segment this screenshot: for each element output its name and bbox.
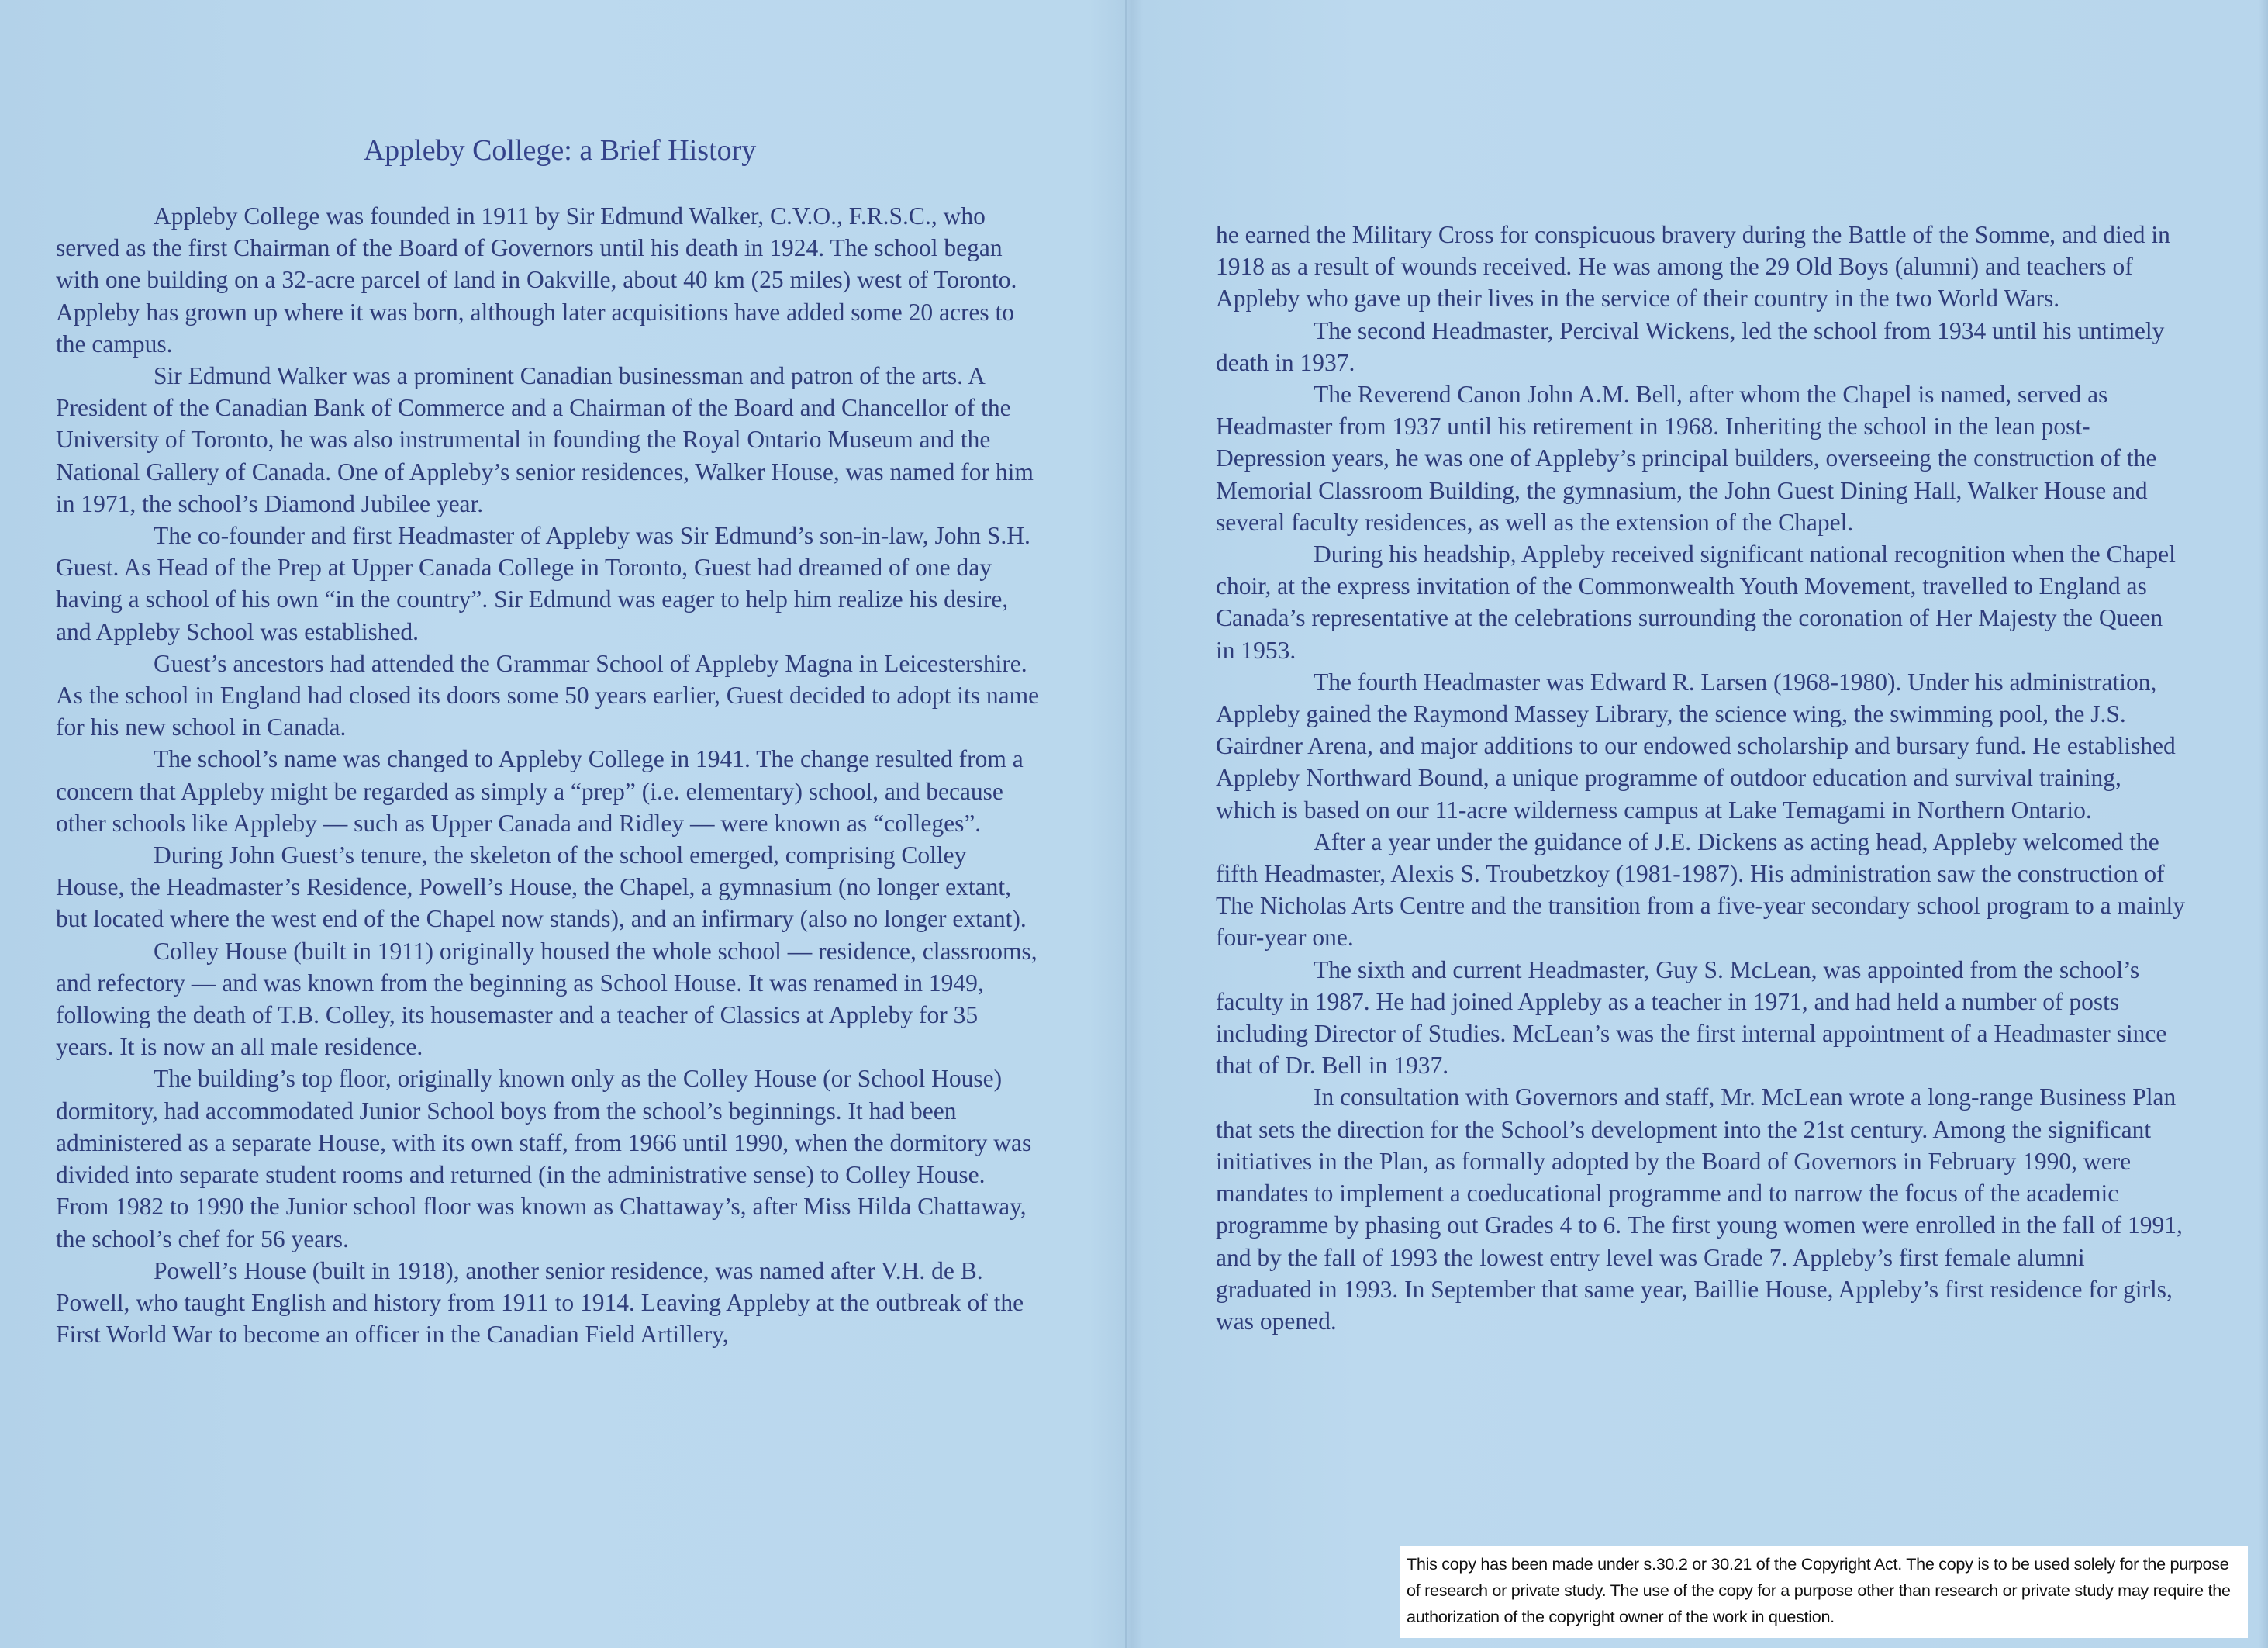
left-paragraph: Sir Edmund Walker was a prominent Canadian businessman and patron of the arts. A President of the Canadian Bank of Commerce and a Chairman of the Board and Chancellor of the University of Toronto, he was also instrumental in founding the Royal Ontario Museum and the National Gallery of Canada. One of Appleby’s senior residences, Walker House, was named for him in 1971, the school’s Diamond Jubilee year. — [56, 362, 1034, 517]
copyright-notice: This copy has been made under s.30.2 or 30.21 of the Copyright Act. The copy is to be used solely for the purpose of research or private study. The use of the copy for a purpose other than research or private study may require the authorization of the copyright owner of the work in question. — [1400, 1546, 2248, 1638]
right-paragraph: In consultation with Governors and staff, Mr. McLean wrote a long-range Business Plan that sets the direction for the School’s development into the 21st century. Among the significant initiatives in the Plan, as formally adopted by the Board of Governors in February 1990, were mandates to implement a coeducational programme and to narrow the focus of the academic programme by phasing out Grades 4 to 6. The first young women were enrolled in the fall of 1991, and by the fall of 1993 the lowest entry level was Grade 7. Appleby’s first female alumni graduated in 1993. In September that same year, Baillie House, Appleby’s first residence for girls, was opened. — [1216, 1083, 2183, 1335]
document-title: Appleby College: a Brief History — [363, 134, 757, 167]
left-paragraph: Appleby College was founded in 1911 by Sir Edmund Walker, C.V.O., F.R.S.C., who served as the first Chairman of the Board of Governors until his death in 1924. The school began with one building on a 32-acre parcel of land in Oakville, about 40 km (25 miles) west of Toronto. Appleby has grown up where it was born, although later acquisitions have added some 20 acres to the campus. — [56, 202, 1017, 358]
left-paragraph: The school’s name was changed to Appleby College in 1941. The change resulted from a concern that Appleby might be regarded as simply a “prep” (i.e. elementary) school, and because other schools like Appleby — such as Upper Canada and Ridley — were known as “colleges”. — [56, 745, 1024, 837]
left-paragraph: Colley House (built in 1911) originally housed the whole school — residence, classrooms, and refectory — and was known from the beginning as School House. It was renamed in 1949, following the death of T.B. Colley, its housemaster and a teacher of Classics at Appleby for 35 years. It is now an all male residence. — [56, 937, 1037, 1061]
right-paragraph: he earned the Military Cross for conspicuous bravery during the Battle of the Somme, and died in 1918 as a result of wounds received. He was among the 29 Old Boys (alumni) and teachers of Appleby who gave up their lives in the service of their country in the two World Wars. — [1216, 221, 2170, 313]
right-paragraph: The sixth and current Headmaster, Guy S. McLean, was appointed from the school’s faculty in 1987. He had joined Appleby as a teacher in 1971, and had held a number of posts including Director of Studies. McLean’s was the first internal appointment of a Headmaster since that of Dr. Bell in 1937. — [1216, 955, 2167, 1080]
right-column — [1216, 219, 2185, 1337]
right-paragraph: The fourth Headmaster was Edward R. Larsen (1968-1980). Under his administration, Appleby gained the Raymond Massey Library, the science wing, the swimming pool, the J.S. Gairdner Arena, and major additions to our endowed scholarship and bursary fund. He established Appleby Northward Bound, a unique programme of outdoor education and survival training, which is based on our 11-acre wilderness campus at Lake Temagami in Northern Ontario. — [1216, 668, 2176, 824]
left-column — [56, 200, 1041, 1350]
left-paragraph: During John Guest’s tenure, the skeleton of the school emerged, comprising Colley House, the Headmaster’s Residence, Powell’s House, the Chapel, a gymnasium (no longer extant, but located where the west end of the Chapel now stands), and an infirmary (also no longer extant). — [56, 841, 1027, 933]
right-paragraph: During his headship, Appleby received significant national recognition when the Chapel choir, at the express invitation of the Commonwealth Youth Movement, travelled to England as Canada’s representative at the celebrations surrounding the coronation of Her Majesty the Queen in 1953. — [1216, 541, 2176, 664]
page-spine — [1125, 0, 1127, 1648]
left-paragraph: Guest’s ancestors had attended the Grammar School of Appleby Magna in Leicestershire. As the school in England had closed its doors some 50 years earlier, Guest decided to adopt its name for his new school in Canada. — [56, 649, 1040, 741]
right-paragraph: The Reverend Canon John A.M. Bell, after whom the Chapel is named, served as Headmaster from 1937 until his retirement in 1968. Inheriting the school in the lean post-Depression years, he was one of Appleby’s principal builders, overseeing the construction of the Memorial Classroom Building, the gymnasium, the John Guest Dining Hall, Walker House and several faculty residences, as well as the extension of the Chapel. — [1216, 381, 2157, 536]
right-paragraph: After a year under the guidance of J.E. Dickens as acting head, Appleby welcomed the fifth Headmaster, Alexis S. Troubetzkoy (1981-1987). His administration saw the construction of The Nicholas Arts Centre and the transition from a five-year secondary school program to a mainly four-year one. — [1216, 827, 2185, 952]
left-paragraph: The co-founder and first Headmaster of Appleby was Sir Edmund’s son-in-law, John S.H. Guest. As Head of the Prep at Upper Canada College in Toronto, Guest had dreamed of one day having a school of his own “in the country”. Sir Edmund was eager to help him realize his desire, and Appleby School was established. — [56, 522, 1030, 645]
page-edge — [2259, 0, 2268, 1648]
left-paragraph: The building’s top floor, originally known only as the Colley House (or School House) dormitory, had accommodated Junior School boys from the school’s beginnings. It had been administered as a separate House, with its own staff, from 1966 until 1990, when the dormitory was divided into separate student rooms and returned (in the administrative sense) to Colley House. From 1982 to 1990 the Junior school floor was known as Chattaway’s, after Miss Hilda Chattaway, the school’s chef for 56 years. — [56, 1065, 1032, 1252]
left-paragraph: Powell’s House (built in 1918), another senior residence, was named after V.H. de B. Powell, who taught English and history from 1911 to 1914. Leaving Appleby at the outbreak of the First World War to become an officer in the Canadian Field Artillery, — [56, 1256, 1024, 1349]
right-paragraph: The second Headmaster, Percival Wickens, led the school from 1934 until his untimely death in 1937. — [1216, 316, 2165, 376]
